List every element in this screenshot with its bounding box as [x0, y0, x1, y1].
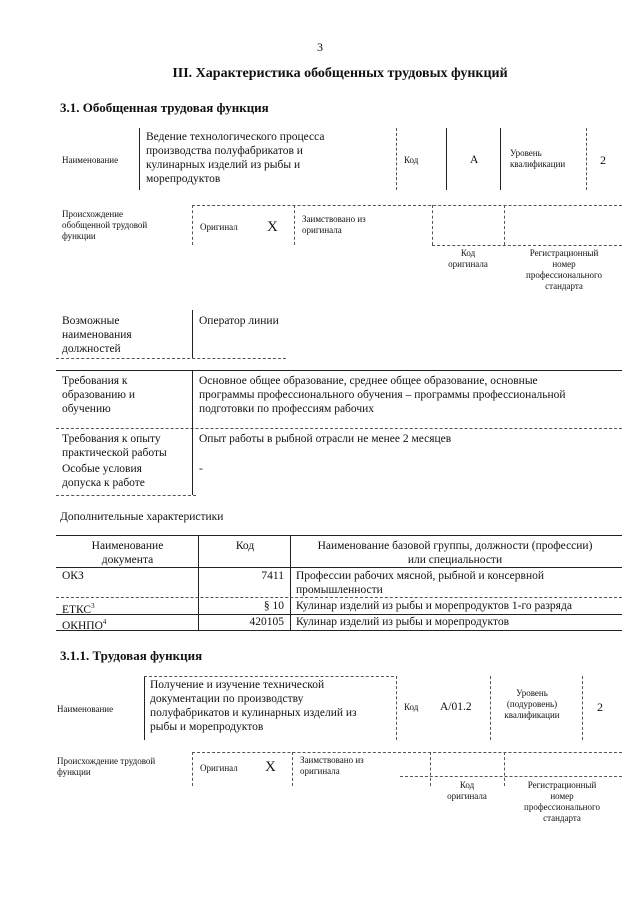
tf-code-value: А/01.2 [440, 701, 472, 713]
col-group-header: Наименование базовой группы, должности (профессии) или специальности [317, 540, 593, 566]
okz-name: Профессии рабочих мясной, рыбной и консервной промышленности [296, 570, 545, 596]
conditions-label: Особые условия допуска к работе [62, 463, 145, 489]
col-doc-header: Наименование документа [91, 540, 164, 566]
gtf-name-label: Наименование [62, 155, 119, 165]
gtf-code-value: А [470, 154, 479, 166]
positions-value: Оператор линии [199, 315, 279, 327]
col-code-header: Код [235, 540, 255, 552]
gtf-name-value: Ведение технологического процесса производства полуфабрикатов и кулинарных изделий из рыбы и морепродуктов [146, 131, 325, 185]
gtf-original-label: Оригинал [200, 222, 238, 232]
tf-code-label: Код [404, 702, 419, 712]
gtf-level-label: Уровень квалификации [510, 148, 566, 169]
positions-label: Возможные наименования должностей [62, 315, 132, 355]
education-label: Требования к образованию и обучению [62, 375, 135, 415]
tf-reg-number: Регистрационный номер профессионального стандарта [524, 780, 600, 823]
tf-name-value: Получение и изучение технической документации по производству полуфабрикатов и кулинарных изделий из рыбы и морепродуктов [150, 679, 357, 733]
etks-doc: ЕТКС$^3$ [62, 602, 95, 616]
etks-code: § 10 [263, 600, 284, 612]
experience-label: Требования к опыту практической работы [62, 433, 167, 459]
gtf-code-original: Код оригинала [448, 248, 488, 269]
etks-name: Кулинар изделий из рыбы и морепродуктов 1-го разряда [296, 600, 572, 612]
okz-doc: ОКЗ [62, 570, 84, 582]
oknpo-name: Кулинар изделий из рыбы и морепродуктов [296, 616, 510, 628]
gtf-origin-label: Происхождение обобщенной трудовой функции [62, 209, 148, 241]
gtf-borrowed-label: Заимствовано из оригинала [302, 214, 366, 235]
tf-original-mark: X [265, 759, 276, 775]
tf-origin-label: Происхождение трудовой функции [57, 756, 156, 777]
oknpo-doc: ОКНПО$^4$ [62, 618, 107, 632]
tf-level-value: 2 [597, 700, 603, 714]
tf-level-label: Уровень (подуровень) квалификации [504, 688, 560, 720]
section-title: III. Характеристика обобщенных трудовых функций [172, 66, 508, 81]
oknpo-code: 420105 [249, 616, 284, 628]
okz-code: 7411 [261, 570, 284, 582]
gtf-reg-number: Регистрационный номер профессионального стандарта [526, 248, 602, 291]
tf-heading: 3.1.1. Трудовая функция [60, 648, 203, 663]
gtf-original-mark: X [267, 219, 278, 235]
tf-name-label: Наименование [57, 704, 114, 714]
education-value: Основное общее образование, среднее общее образование, основные программы профессионального обучения – программы профессиональной подготовки по профессиям рабочих [199, 375, 566, 415]
gtf-level-value: 2 [600, 153, 606, 167]
tf-original-label: Оригинал [200, 763, 238, 773]
tf-borrowed-label: Заимствовано из оригинала [300, 755, 364, 776]
experience-value: Опыт работы в рыбной отрасли не менее 2 месяцев [199, 433, 452, 445]
gtf-code-label: Код [404, 155, 419, 165]
conditions-value: - [199, 463, 203, 475]
page-number: 3 [317, 40, 323, 54]
additional-title: Дополнительные характеристики [60, 511, 224, 523]
tf-code-original: Код оригинала [447, 780, 487, 801]
gtf-heading: 3.1. Обобщенная трудовая функция [60, 100, 269, 115]
